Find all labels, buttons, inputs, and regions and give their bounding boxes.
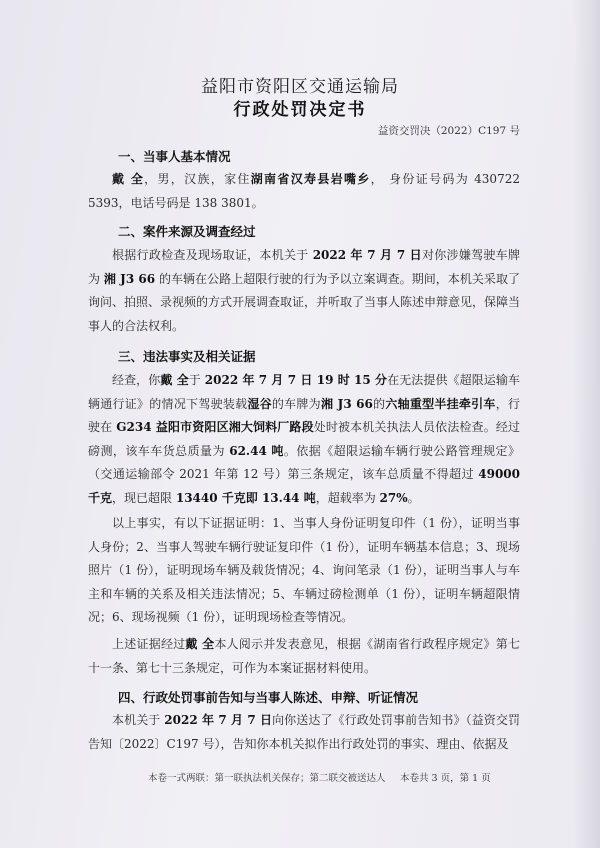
case-source-paragraph: 根据行政检查及现场取证，本机关于 2022 年 7 月 7 日对你涉嫌驾驶车牌为 湘 J3 66 的车辆在公路上超限行驶的行为予以立案调查。期间，本机关采取了询问、拍照、录视频的方式开展调查取证，并听取了当事人陈述申辩意见，保障当事人的合法权利。 [88, 248, 521, 333]
vehicle-plate: 湘 J3 66 [103, 271, 156, 286]
total-weight: 62.44 吨 [229, 443, 284, 458]
page-count: 本卷共 3 页，第 1 页 [400, 773, 491, 784]
party-info-paragraph: 戴 全，男，汉族，家住湖南省汉寿县岩嘴乡， 身份证号码为 430722 5393，电话号码是 138 3801。 [88, 172, 520, 210]
notice-date: 2022 年 7 月 7 日 [164, 713, 273, 727]
evidence-list-paragraph: 以上事实，有以下证据证明：1、当事人身份证明复印件（1 份），证明当事人身份；2、当事人驾驶车辆行驶证复印件（1 份），证明车辆基本信息；3、现场照片（1 份），证明现场车辆及载货情况；4、询问笔录（1 份），证明当事人与车主和车辆的关系及相关违法情况；5、车辆过磅检测单（1 份），证明车辆超限情况；6、现场视频（1 份），证明现场检查等情况。 [88, 516, 520, 624]
evidence-confirmation-paragraph: 上述证据经过戴 全本人阅示并发表意见，根据《湖南省行政程序规定》第七十一条、第七十三条规定，可作为本案证据材料使用。 [88, 637, 520, 675]
page-shadow [572, 0, 600, 848]
party-address: 湖南省汉寿县岩嘴乡 [250, 172, 371, 186]
section-heading-case-source: 二、案件来源及调查经过 [118, 224, 256, 239]
investigation-date: 2022 年 7 月 7 日 [312, 248, 422, 262]
violation-location: G234 益阳市资阳区湘大饲料厂路段 [116, 420, 314, 434]
document-title: 行政处罚决定书 [233, 100, 367, 120]
section-heading-facts-evidence: 三、违法事实及相关证据 [118, 349, 256, 364]
violation-time: 2022 年 7 月 7 日 19 时 15 分 [204, 373, 388, 387]
section-heading-party-info: 一、当事人基本情况 [118, 149, 231, 164]
violation-facts-paragraph: 经查，你戴 全于 2022 年 7 月 7 日 19 时 15 分在无法提供《超限运输车辆通行证》的情况下驾驶装载湿谷的车牌为湘 J3 66的六轴重型半挂牵引车，行驶在 G234 益阳市资阳区湘大饲料厂路段处时被本机关执法人员依法检查。经过磅测，该车车货总质量为 62.44 吨。依据《超限运输车辆行驶公路管理规定》（交通运输部令 2021 年第 12 号）第三条规定，该车总质量不得超过 49000 千克，现已超限 13440 千克即 13.44 吨，超载率为 27%。 [88, 373, 520, 505]
section-heading-prior-notice: 四、行政处罚事前告知与当事人陈述、申辩、听证情况 [118, 690, 419, 705]
copies-note: 本卷一式两联：第一联执法机关保存；第二联交被送达人 [148, 773, 386, 784]
vehicle-type: 六轴重型半挂牵引车 [385, 396, 496, 411]
document-number: 益资交罚决（2022）C197 号 [377, 125, 520, 137]
overweight-amount: 13440 千克即 13.44 吨 [175, 490, 316, 505]
weight-limit: 49000 千克 [88, 467, 520, 505]
cargo: 湿谷 [247, 396, 272, 411]
issuing-agency: 益阳市资阳区交通运输局 [201, 77, 399, 97]
overload-rate: 27% [379, 490, 408, 505]
party-name: 戴 全 [112, 172, 145, 186]
prior-notice-paragraph: 本机关于 2022 年 7 月 7 日向你送达了《行政处罚事前告知书》（益资交罚告知〔2022〕C197 号），告知你本机关拟作出行政处罚的事实、理由、依据及 [88, 713, 520, 751]
